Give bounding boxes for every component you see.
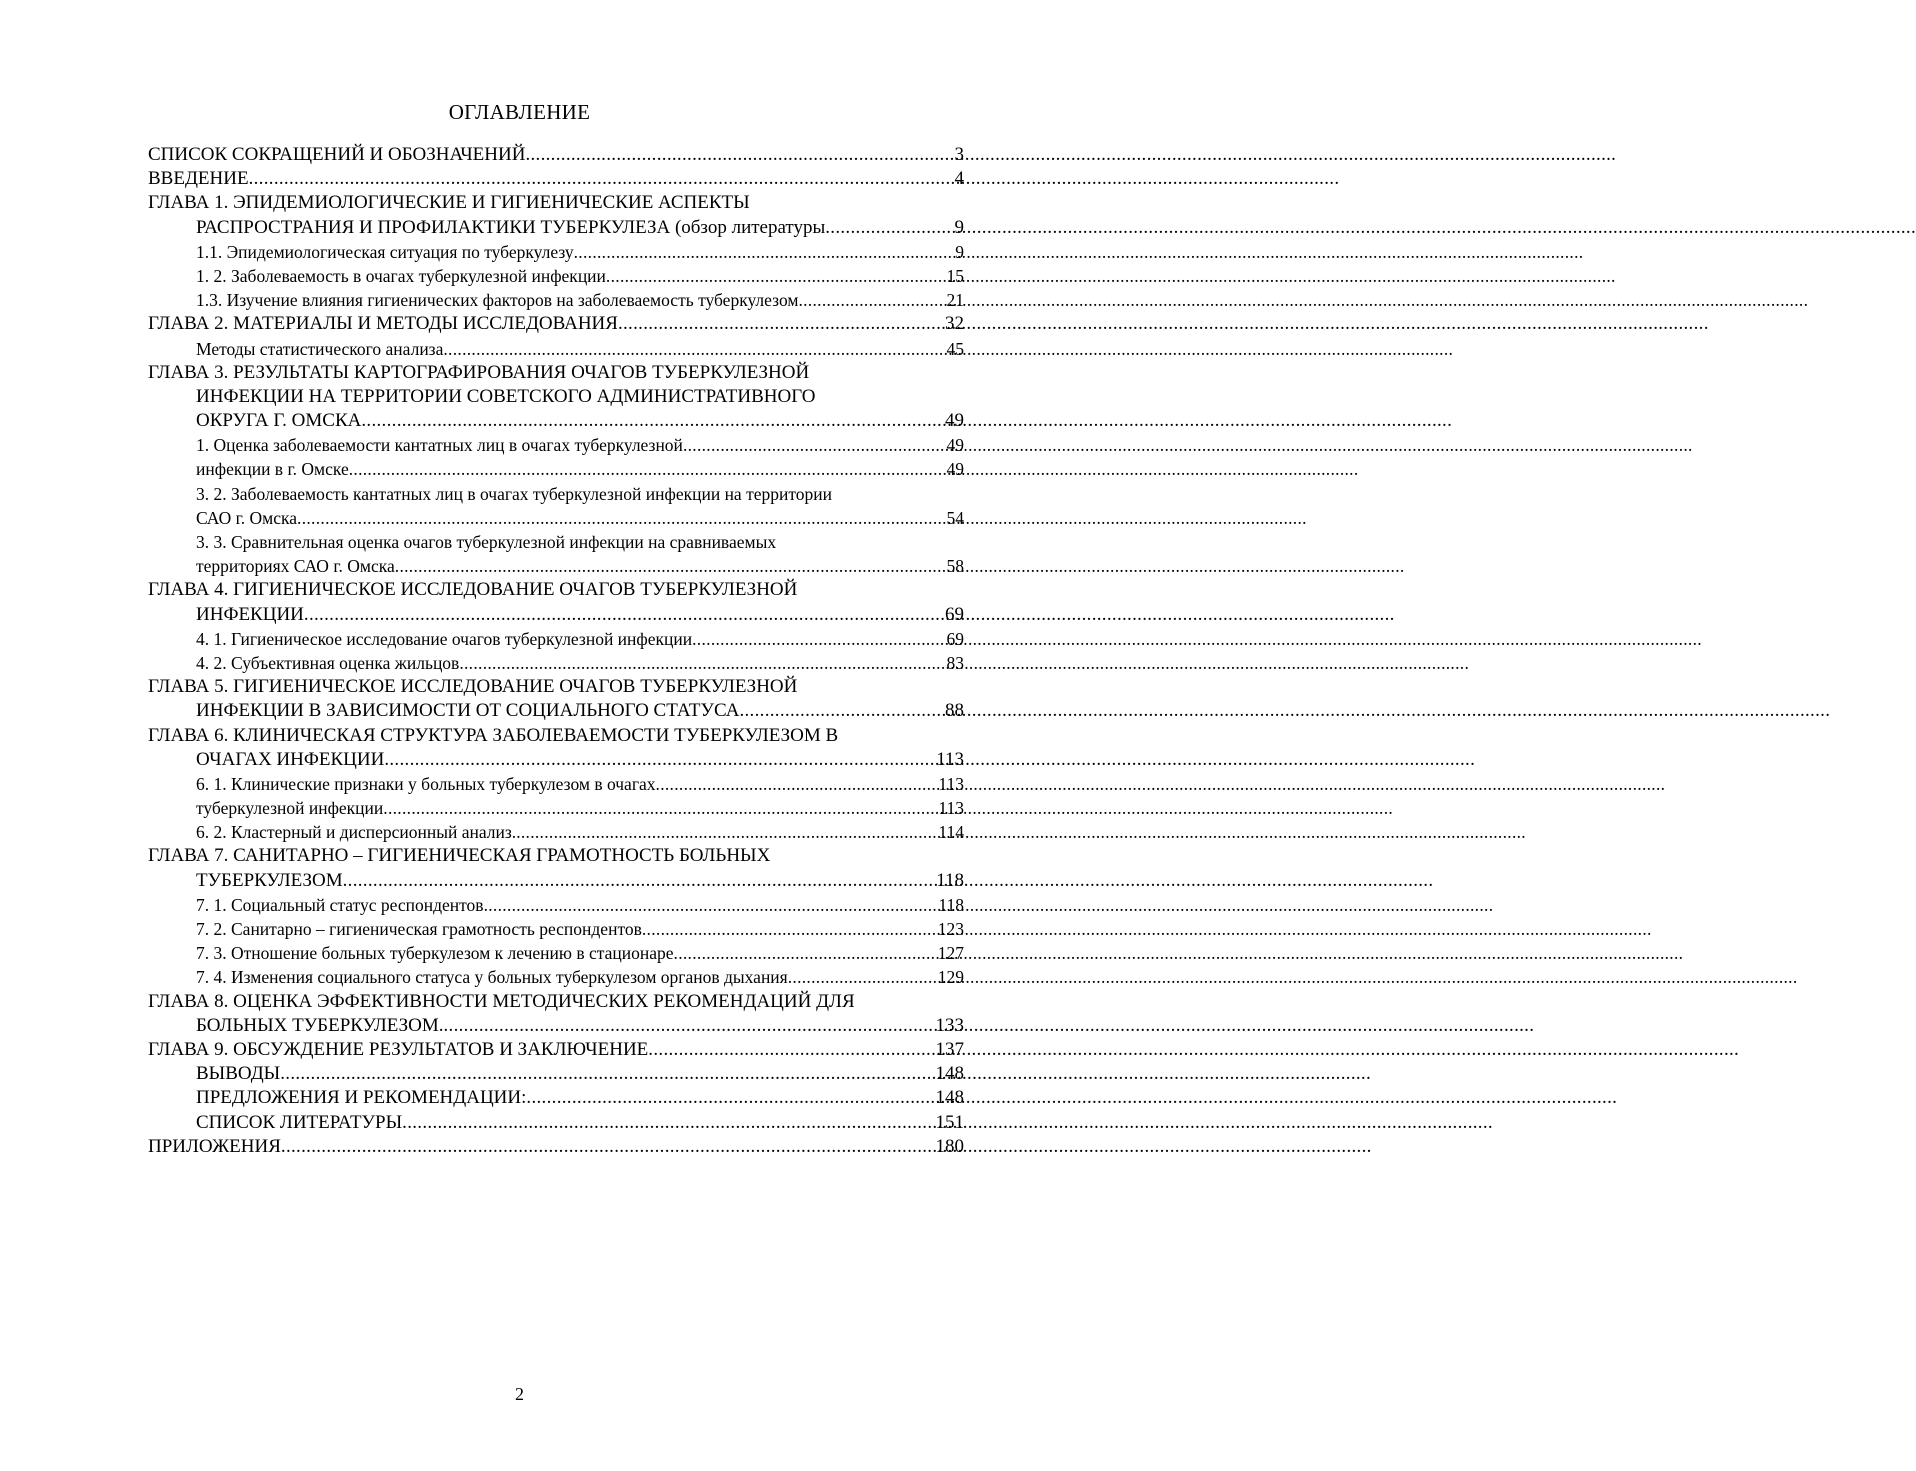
- toc-entry-page: 49: [946, 459, 964, 480]
- toc-entry-page: 88: [945, 700, 964, 722]
- toc-entry-page: 137: [935, 1038, 964, 1060]
- toc-leader-dots: [343, 869, 937, 893]
- toc-entry: [148, 361, 964, 385]
- toc-entry-page: 133: [935, 1014, 964, 1036]
- toc-entry-title: 1.3. Изучение влияния гигиенических факторов на заболеваемость туберкулезом: [196, 290, 799, 311]
- toc-entry-title: ТУБЕРКУЛЕЗОМ: [196, 869, 343, 891]
- toc-entry-page: 45: [946, 338, 964, 359]
- toc-entry-title: РАСПРОСТРАНИЯ И ПРОФИЛАКТИКИ ТУБЕРКУЛЕЗА (обзор литературы: [196, 216, 826, 238]
- toc-entry-title: ПРИЛОЖЕНИЯ: [148, 1135, 281, 1157]
- toc-entry: [148, 724, 964, 748]
- toc-entry-title: БОЛЬНЫХ ТУБЕРКУЛЕЗОМ.: [196, 1014, 444, 1036]
- toc-entry-title: 3. 3. Сравнительная оценка очагов туберкулезной инфекции на сравниваемых: [196, 532, 777, 552]
- toc-leader-dots: [526, 1086, 935, 1110]
- toc-leader-dots: [281, 1135, 936, 1159]
- toc-entry: [148, 337, 964, 361]
- toc-leader-dots: [618, 312, 945, 336]
- toc-entry-title: территориях САО г. Омска: [196, 556, 395, 577]
- toc-entry: [148, 1086, 964, 1110]
- toc-entry: [148, 167, 964, 191]
- toc-entry-title: ОКРУГА Г. ОМСКА: [196, 410, 362, 432]
- toc-entry-title: инфекции в г. Омске: [196, 459, 349, 480]
- page-title: ОГЛАВЛЕНИЕ: [448, 100, 591, 124]
- toc-entry-title: СПИСОК ЛИТЕРАТУРЫ: [196, 1111, 403, 1133]
- toc-entry: [148, 409, 964, 433]
- toc-entry: [148, 264, 964, 288]
- toc-entry: [148, 1062, 964, 1086]
- toc-leader-dots: [692, 627, 946, 651]
- toc-entry-title: 4. 1. Гигиеническое исследование очагов туберкулезной инфекции: [196, 628, 693, 649]
- toc-entry-title: 6. 1. Клинические признаки у больных туберкулезом в очагах: [196, 773, 656, 794]
- toc-leader-dots: [361, 409, 945, 433]
- toc-entry: [148, 1111, 964, 1135]
- toc-entry-page: 9: [955, 241, 964, 262]
- toc-entry-title: ВВЕДЕНИЕ: [148, 168, 249, 190]
- toc-entry: [148, 772, 964, 796]
- toc-entry: [148, 530, 964, 554]
- toc-entry-title: 3. 2. Заболеваемость кантатных лиц в очагах туберкулезной инфекции на территории: [196, 483, 832, 504]
- toc-entry-page: 113: [936, 748, 964, 770]
- toc-entry: [148, 820, 964, 844]
- toc-entry-title: ГЛАВА 5. ГИГИЕНИЧЕСКОЕ ИССЛЕДОВАНИЕ ОЧАГОВ ТУБЕРКУЛЕЗНОЙ: [148, 676, 798, 698]
- toc-entry: [148, 965, 964, 989]
- page-number: 2: [515, 1384, 524, 1404]
- toc-entry: [148, 1135, 964, 1159]
- toc-entry: [148, 216, 964, 240]
- toc-entry-title: 1.1. Эпидемиологическая ситуация по туберкулезу: [196, 241, 574, 262]
- toc-leader-dots: [280, 1062, 935, 1086]
- toc-entry: [148, 1038, 964, 1062]
- toc-entry-title: 7. 3. Отношение больных туберкулезом к лечению в стационаре: [196, 943, 674, 964]
- toc-entry-page: 123: [937, 919, 964, 939]
- toc-entry: [148, 191, 964, 215]
- table-of-contents: [148, 143, 964, 1159]
- toc-entry: [148, 651, 964, 675]
- toc-entry-page: 58: [946, 556, 964, 577]
- toc-entry-title: 1. Оценка заболеваемости кантатных лиц в очагах туберкулезной: [196, 435, 683, 456]
- toc-leader-dots: [798, 288, 946, 312]
- toc-leader-dots: [349, 457, 947, 481]
- toc-entry-title: СПИСОК СОКРАЩЕНИЙ И ОБОЗНАЧЕНИЙ: [148, 144, 526, 165]
- toc-entry-title: ГЛАВА 2. МАТЕРИАЛЫ И МЕТОДЫ ИССЛЕДОВАНИЯ: [148, 313, 618, 335]
- toc-entry-title: 6. 2. Кластерный и дисперсионный анализ.: [196, 822, 517, 843]
- toc-entry-page: 118: [936, 869, 964, 891]
- toc-entry-page: 21: [946, 290, 964, 311]
- toc-leader-dots: [383, 796, 938, 820]
- toc-entry: [148, 675, 964, 699]
- toc-entry: [148, 482, 964, 506]
- toc-entry-page: 3: [954, 144, 964, 165]
- toc-entry: [148, 893, 964, 917]
- toc-entry: [148, 506, 964, 530]
- toc-leader-dots: [384, 748, 936, 772]
- toc-entry-page: 114: [938, 822, 964, 843]
- toc-leader-dots: [648, 1038, 935, 1062]
- toc-leader-dots: [606, 264, 947, 288]
- toc-leader-dots: [656, 772, 939, 796]
- toc-leader-dots: [402, 1111, 935, 1135]
- toc-entry-title: ГЛАВА 3. РЕЗУЛЬТАТЫ КАРТОГРАФИРОВАНИЯ ОЧАГОВ ТУБЕРКУЛЕЗНОЙ: [148, 361, 810, 383]
- toc-entry-page: 113: [938, 773, 964, 794]
- toc-entry-page: 180: [935, 1135, 964, 1157]
- toc-entry-page: 54: [946, 507, 964, 528]
- toc-entry: [148, 699, 964, 723]
- toc-entry: [148, 240, 964, 264]
- toc-entry: [148, 627, 964, 651]
- toc-entry: [148, 941, 964, 965]
- toc-entry-page: 4: [954, 168, 964, 190]
- toc-entry-page: 148: [935, 1087, 964, 1109]
- toc-leader-dots: [825, 216, 954, 240]
- toc-entry-title: 7. 2. Санитарно – гигиеническая грамотность респондентов: [196, 919, 642, 939]
- toc-leader-dots: [297, 506, 946, 530]
- toc-leader-dots: [683, 433, 947, 457]
- toc-entry: [148, 554, 964, 578]
- toc-entry-title: ГЛАВА 7. САНИТАРНО – ГИГИЕНИЧЕСКАЯ ГРАМОТНОСТЬ БОЛЬНЫХ: [148, 845, 771, 867]
- toc-leader-dots: [443, 337, 946, 361]
- toc-leader-dots: [304, 603, 945, 627]
- toc-entry: [148, 578, 964, 602]
- toc-entry-title: ОЧАГАХ ИНФЕКЦИИ: [196, 748, 385, 770]
- toc-entry-title: ИНФЕКЦИИ НА ТЕРРИТОРИИ СОВЕТСКОГО АДМИНИСТРАТИВНОГО: [196, 385, 816, 407]
- toc-entry: [148, 796, 964, 820]
- toc-entry-page: 118: [938, 894, 964, 915]
- toc-entry-title: 4. 2. Субъективная оценка жильцов: [196, 652, 460, 673]
- toc-leader-dots: [574, 240, 956, 264]
- toc-entry: [148, 844, 964, 868]
- toc-entry: [148, 917, 964, 941]
- toc-entry-title: ИНФЕКЦИИ В ЗАВИСИМОСТИ ОТ СОЦИАЛЬНОГО СТАТУСА: [196, 700, 740, 722]
- toc-entry: [148, 312, 964, 336]
- toc-leader-dots: [642, 917, 938, 941]
- toc-leader-dots: [674, 941, 938, 965]
- toc-entry-page: 9: [954, 216, 964, 238]
- toc-entry-title: ГЛАВА 4. ГИГИЕНИЧЕСКОЕ ИССЛЕДОВАНИЕ ОЧАГОВ ТУБЕРКУЛЕЗНОЙ: [148, 579, 798, 601]
- toc-entry-page: 49: [946, 435, 964, 456]
- toc-entry-title: ВЫВОДЫ: [196, 1063, 281, 1085]
- toc-leader-dots: [459, 651, 946, 675]
- toc-entry: [148, 748, 964, 772]
- toc-leader-dots: [739, 699, 945, 723]
- toc-entry: [148, 457, 964, 481]
- toc-entry-title: ПРЕДЛОЖЕНИЯ И РЕКОМЕНДАЦИИ:: [196, 1087, 527, 1109]
- toc-entry-title: 7. 1. Социальный статус респондентов: [196, 894, 484, 915]
- toc-leader-dots: [249, 167, 955, 191]
- toc-entry-title: туберкулезной инфекции: [196, 798, 384, 819]
- toc-entry-page: 83: [946, 652, 964, 673]
- toc-leader-dots: [516, 820, 938, 844]
- toc-entry: [148, 288, 964, 312]
- toc-entry-page: 15: [946, 265, 964, 286]
- toc-entry-page: 151: [935, 1111, 964, 1133]
- toc-leader-dots: [788, 965, 938, 989]
- toc-entry-title: ГЛАВА 1. ЭПИДЕМИОЛОГИЧЕСКИЕ И ГИГИЕНИЧЕСКИЕ АСПЕКТЫ: [148, 192, 750, 214]
- toc-entry-title: 1. 2. Заболеваемость в очагах туберкулезной инфекции: [196, 265, 606, 286]
- toc-entry-title: 7. 4. Изменения социального статуса у больных туберкулезом органов дыхания: [196, 967, 788, 988]
- toc-entry-page: 32: [945, 313, 964, 335]
- toc-entry-page: 49: [945, 410, 964, 432]
- toc-leader-dots: [443, 1014, 935, 1038]
- toc-leader-dots: [525, 143, 954, 167]
- toc-entry: [148, 990, 964, 1014]
- toc-entry-page: 148: [935, 1063, 964, 1085]
- toc-entry-title: Методы статистического анализа: [196, 338, 444, 359]
- toc-leader-dots: [484, 893, 939, 917]
- toc-entry: [148, 385, 964, 409]
- toc-entry-page: 69: [946, 628, 964, 649]
- toc-entry: [148, 143, 964, 167]
- toc-entry: [148, 1014, 964, 1038]
- toc-entry-page: 69: [945, 603, 964, 625]
- toc-entry-title: ГЛАВА 8. ОЦЕНКА ЭФФЕКТИВНОСТИ МЕТОДИЧЕСКИХ РЕКОМЕНДАЦИЙ ДЛЯ: [148, 990, 855, 1012]
- toc-entry-title: ИНФЕКЦИИ: [196, 603, 304, 625]
- toc-entry: [148, 869, 964, 893]
- toc-leader-dots: [395, 554, 947, 578]
- toc-entry-title: ГЛАВА 9. ОБСУЖДЕНИЕ РЕЗУЛЬТАТОВ И ЗАКЛЮЧЕНИЕ: [148, 1038, 649, 1060]
- toc-entry-title: САО г. Омска: [196, 507, 298, 528]
- toc-entry-page: 113: [938, 798, 964, 819]
- toc-entry-title: ГЛАВА 6. КЛИНИЧЕСКАЯ СТРУКТУРА ЗАБОЛЕВАЕМОСТИ ТУБЕРКУЛЕЗОМ В: [148, 724, 839, 746]
- toc-entry-page: 129: [937, 967, 964, 988]
- toc-entry: [148, 603, 964, 627]
- toc-entry: [148, 433, 964, 457]
- toc-entry-page: 127: [937, 943, 964, 964]
